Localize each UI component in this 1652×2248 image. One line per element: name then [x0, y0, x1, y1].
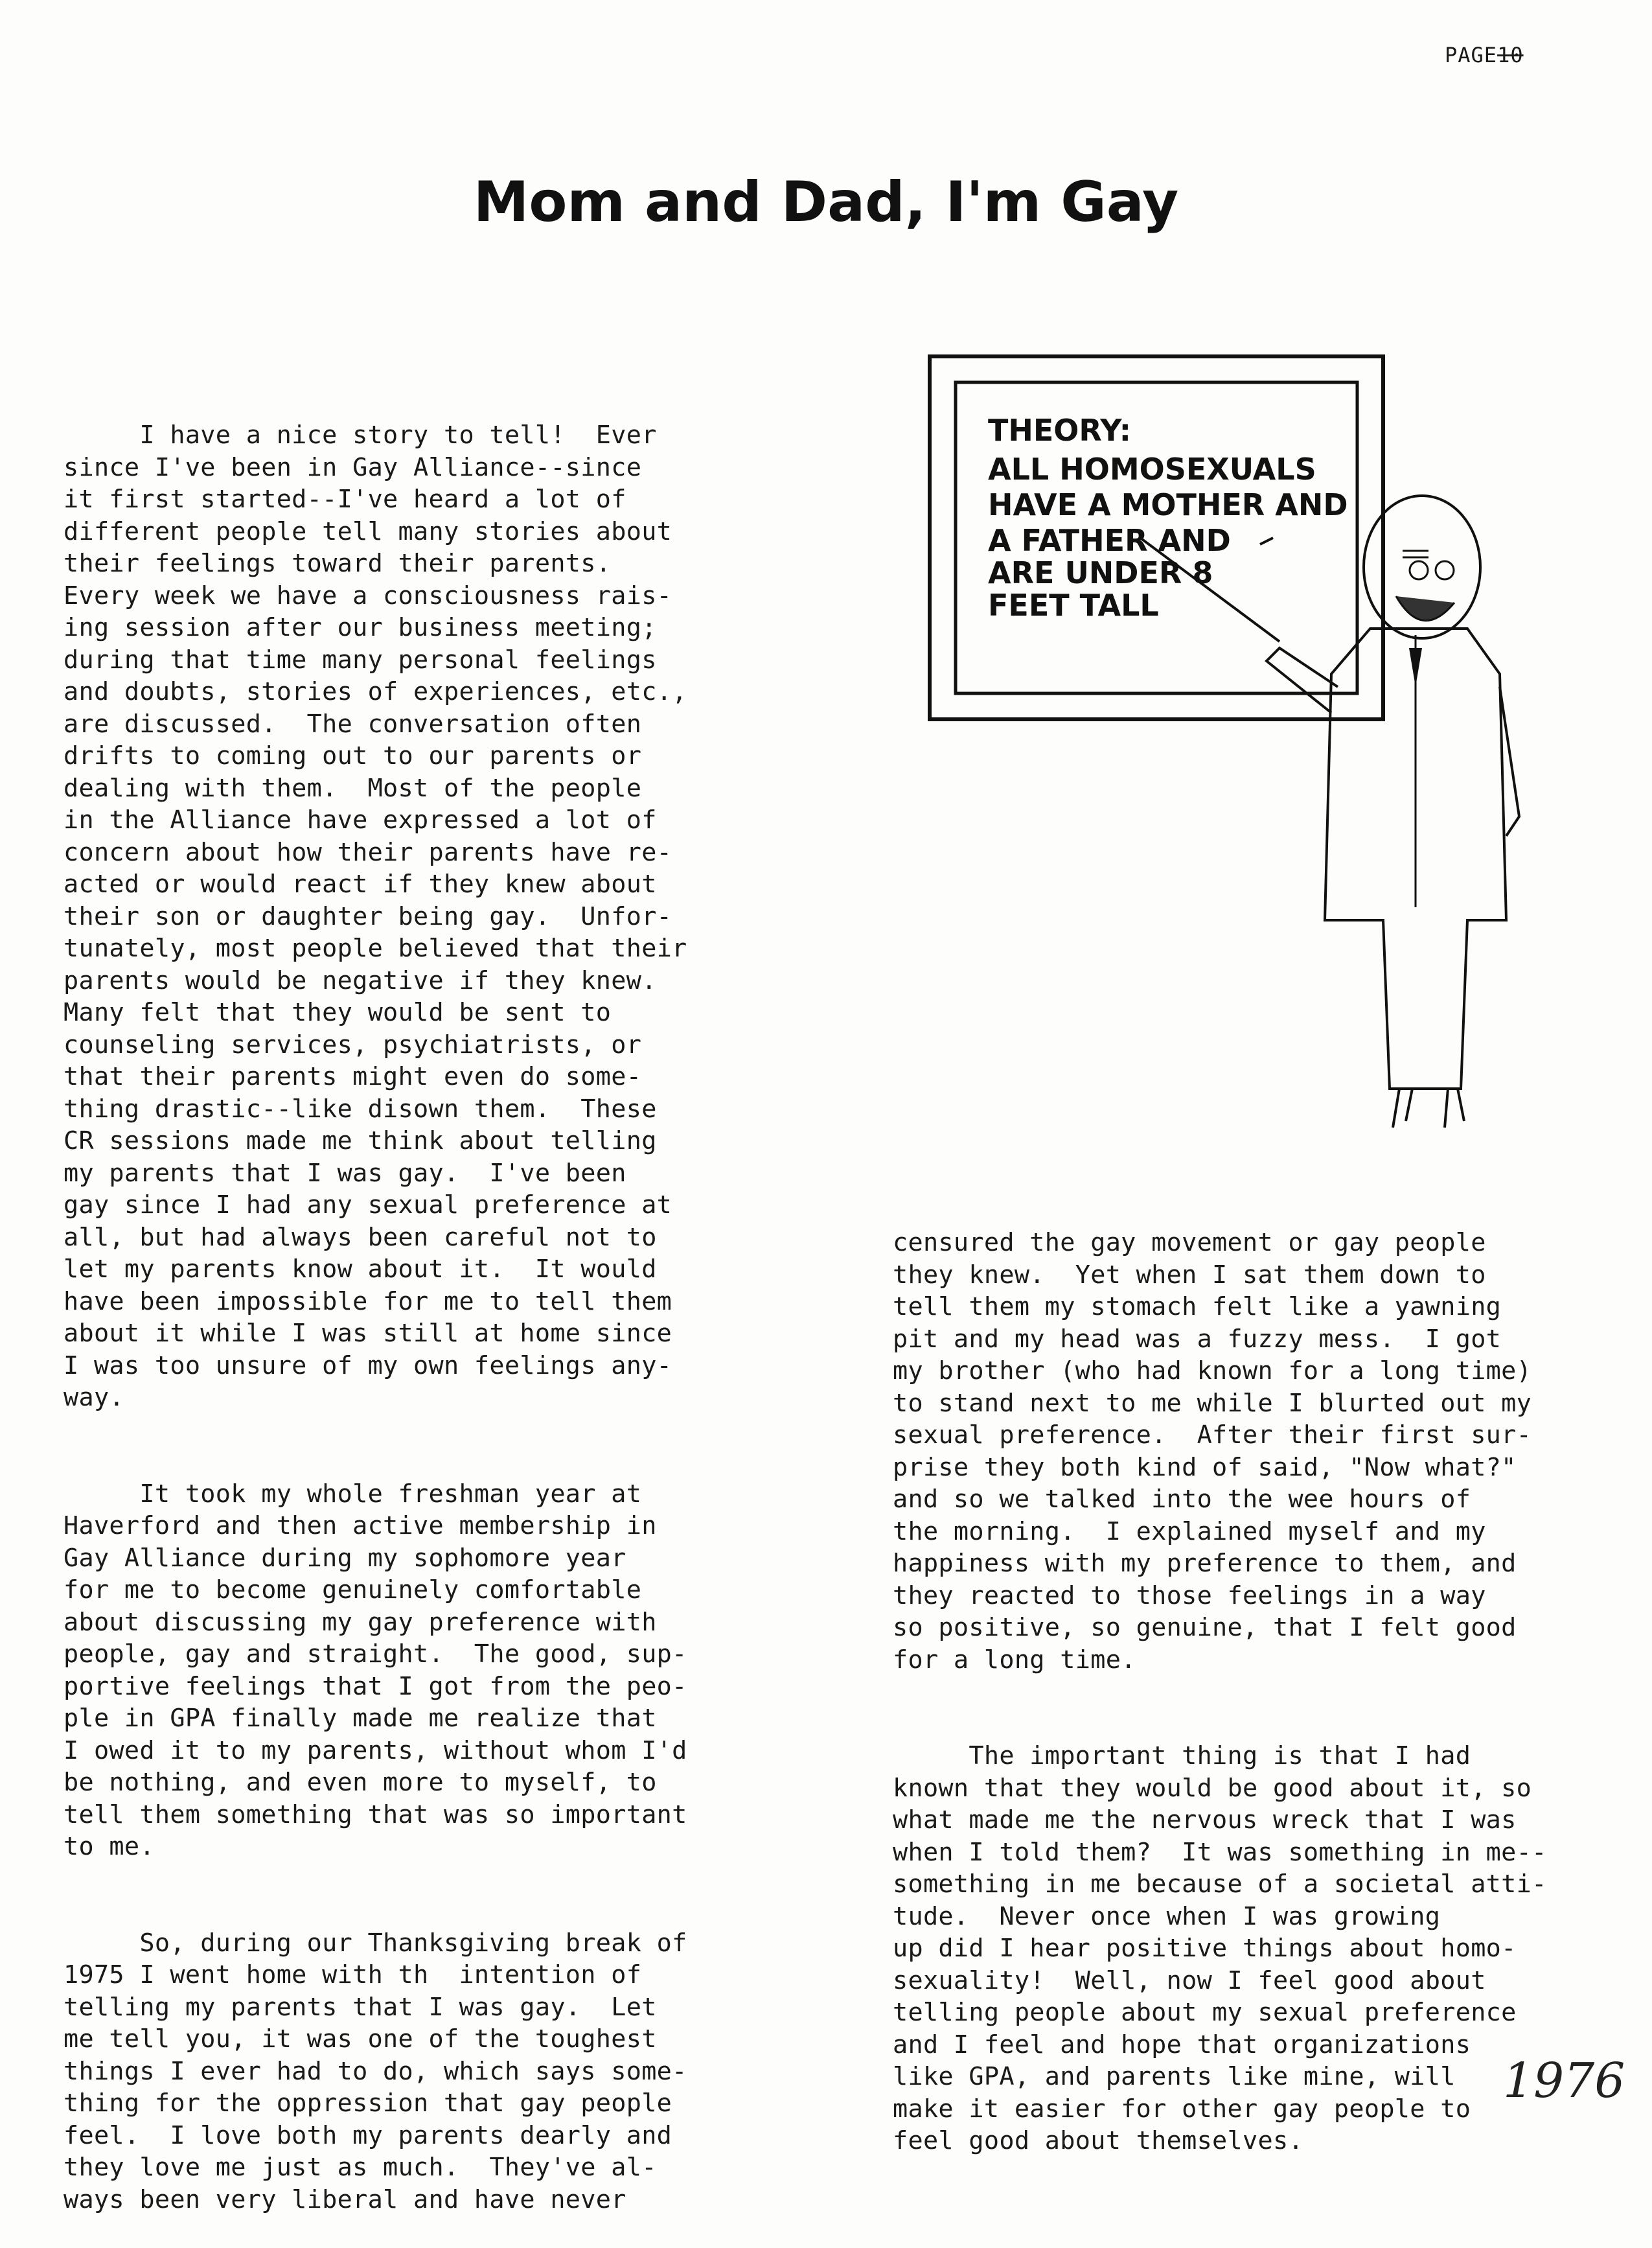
beard [1396, 596, 1454, 621]
article-left-column [63, 355, 783, 2248]
handwritten-year: 1976 [1503, 2053, 1625, 2109]
professor-feet [1393, 1089, 1464, 1128]
pointer-stick [1260, 538, 1273, 544]
article-title: Mom and Dad, I'm Gay [473, 170, 1179, 235]
paragraph: So, during our Thanksgiving break of 1975 I went home with th intention of telling my parents that I was gay. Let me tell you, it was one of the toughest things I ever had to do, which says some- thing for the oppression that gay people feel. I love both my parents dearly and they love me just as much. They've al- ways been very liberal and have never [63, 1928, 687, 2214]
page-number [1445, 43, 1524, 67]
article-right-column [893, 1163, 1612, 2189]
glasses-icon [1410, 561, 1428, 579]
paragraph: censured the gay movement or gay people they knew. Yet when I sat them down to tell them my stomach felt like a yawning pit and my head was a fuzzy mess. I got my brother (who had known for a long time) to stand next to me while I blurted out my sexual preference. After their first sur- prise they both kind of said, "Now what?" and so we talked into the wee hours of the morning. I explained myself and my happiness with my preference to them, and they reacted to those feelings in a way so positive, so genuine, that I felt good for a long time. [893, 1228, 1532, 1674]
chalkboard-text: THEORY: ALL HOMOSEXUALS HAVE A MOTHER AND A FATHER AND ARE UNDER 8 FEET TALL [988, 413, 1348, 623]
professor-arm [1267, 648, 1338, 713]
glasses-icon [1436, 561, 1454, 579]
paragraph: The important thing is that I had known that they would be good about it, so what made me the nervous wreck that I was when I told them? It was something in me-- something in me because of a societal atti- tude. Never once when I was growing up did I hear positive things about homo- sexuality! Well, now I feel good about telling people about my sexual preference and I feel and hope that organizations like GPA, and parents like mine, will make it easier for other gay people to feel good about themselves. [893, 1741, 1547, 2155]
page-number-prefix: PAGE [1445, 43, 1498, 67]
necktie [1409, 648, 1422, 687]
professor-cartoon-illustration [917, 324, 1577, 1166]
paragraph: It took my whole freshman year at Haverford and then active membership in Gay Alliance during my sophomore year for me to become genuinely comfortable about discussing my gay preference with people, gay and straight. The good, sup- portive feelings that I got from the peo- ple in GPA finally made me realize that I owed it to my parents, without whom I'd be nothing, and even more to myself, to tell them something that was so important to me. [63, 1479, 687, 1861]
paragraph: I have a nice story to tell! Ever since I've been in Gay Alliance--since it first started--I've heard a lot of different people tell many stories about their feelings toward their parents. Every week we have a consciousness rais- ing session after our business meeting; during that time many personal feelings and doubts, stories of experiences, etc., are discussed. The conversation often drifts to coming out to our parents or dealing with them. Most of the people in the Alliance have expressed a lot of concern about how their parents have re- acted or would react if they knew about their son or daughter being gay. Unfor- tunately, most people believed that their parents would be negative if they knew. Many felt that they would be sent to counseling services, psychiatrists, or that their parents might even do some- thing drastic--like disown them. These CR sessions made me think about telling my parents that I was gay. I've been gay since I had any sexual preference at all, but had always been careful not to let my parents know about it. It would have been impossible for me to tell them about it while I was still at home since I was too unsure of my own feelings any- way. [63, 421, 687, 1412]
page-number-struck: 10 [1497, 43, 1524, 67]
